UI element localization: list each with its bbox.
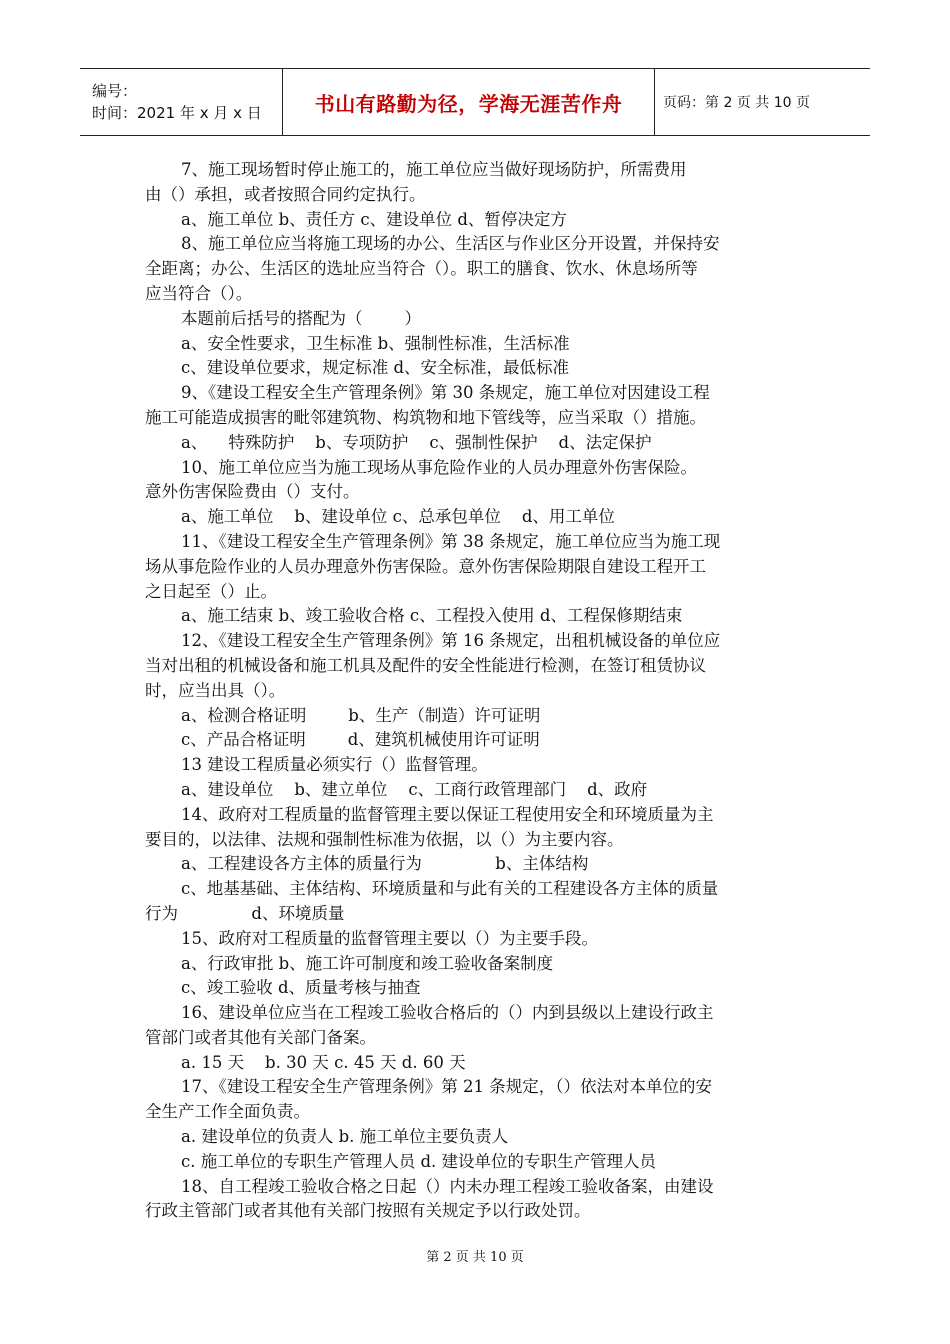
text-line: a. 建设单位的负责人 b. 施工单位主要负责人: [181, 1127, 509, 1147]
question-text: [145, 158, 815, 1224]
text-line: 场从事危险作业的人员办理意外伤害保险。意外伤害保险期限自建设工程开工: [145, 556, 706, 576]
page-header: [80, 68, 870, 136]
text-line: c、产品合格证明 d、建筑机械使用许可证明: [181, 730, 540, 750]
text-line: 由（）承担，或者按照合同约定执行。: [145, 184, 426, 204]
header-page-cell: [655, 69, 870, 135]
text-line: 全生产工作全面负责。: [145, 1102, 310, 1122]
page-info: 页码：第 2 页 共 10 页: [663, 95, 810, 111]
text-line: 管部门或者其他有关部门备案。: [145, 1027, 376, 1047]
code-label: 编号：: [92, 82, 138, 100]
text-line: 当对出租的机械设备和施工机具及配件的安全性能进行检测，在签订租赁协议: [145, 655, 706, 675]
text-line: 12、《建设工程安全生产管理条例》第 16 条规定，出租机械设备的单位应: [181, 631, 721, 651]
page-footer: 第 2 页 共 10 页: [426, 1250, 524, 1265]
text-line: 9、《建设工程安全生产管理条例》第 30 条规定，施工单位对因建设工程: [181, 383, 710, 403]
text-line: 13 建设工程质量必须实行（）监督管理。: [181, 755, 488, 775]
text-line: a、施工单位 b、责任方 c、建设单位 d、暂停决定方: [181, 209, 567, 229]
header-motto-cell: [283, 69, 655, 135]
text-line: c、竣工验收 d、质量考核与抽查: [181, 978, 421, 998]
text-line: a、工程建设各方主体的质量行为 b、主体结构: [181, 854, 589, 874]
text-line: 要目的，以法律、法规和强制性标准为依据，以（）为主要内容。: [145, 829, 624, 849]
text-line: 之日起至（）止。: [145, 581, 277, 601]
header-meta: [80, 69, 283, 135]
text-line: 时，应当出具（）。: [145, 680, 286, 700]
text-line: a、施工单位 b、建设单位 c、总承包单位 d、用工单位: [181, 507, 615, 527]
text-line: 本题前后括号的搭配为（ ）: [181, 308, 421, 328]
text-line: 16、建设单位应当在工程竣工验收合格后的（）内到县级以上建设行政主: [181, 1003, 714, 1023]
text-line: 行为 d、环境质量: [145, 903, 345, 923]
text-line: 15、政府对工程质量的监督管理主要以（）为主要手段。: [181, 928, 598, 948]
motto: 书山有路勤为径，学海无涯苦作舟: [314, 91, 623, 116]
text-line: 14、政府对工程质量的监督管理主要以保证工程使用安全和环境质量为主: [181, 804, 714, 824]
text-line: a、安全性要求，卫生标准 b、强制性标准，生活标准: [181, 333, 570, 353]
text-line: 11、《建设工程安全生产管理条例》第 38 条规定，施工单位应当为施工现: [181, 531, 721, 551]
text-line: a、检测合格证明 b、生产（制造）许可证明: [181, 705, 541, 725]
text-line: 8、施工单位应当将施工现场的办公、生活区与作业区分开设置，并保持安: [181, 234, 720, 254]
text-line: c. 施工单位的专职生产管理人员 d. 建设单位的专职生产管理人员: [181, 1151, 657, 1171]
text-line: a、建设单位 b、建立单位 c、工商行政管理部门 d、政府: [181, 779, 648, 799]
text-line: 17、《建设工程安全生产管理条例》第 21 条规定，（）依法对本单位的安: [181, 1077, 712, 1097]
text-line: 10、施工单位应当为施工现场从事危险作业的人员办理意外伤害保险。: [181, 457, 697, 477]
text-line: 施工可能造成损害的毗邻建筑物、构筑物和地下管线等，应当采取（）措施。: [145, 407, 706, 427]
text-line: 全距离；办公、生活区的选址应当符合（）。职工的膳食、饮水、休息场所等: [145, 259, 698, 279]
date-label: 时间：2021 年 x 月 x 日: [92, 104, 262, 122]
text-line: a、 特殊防护 b、专项防护 c、强制性保护 d、法定保护: [181, 432, 652, 452]
text-line: c、建设单位要求，规定标准 d、安全标准，最低标准: [181, 358, 570, 378]
text-line: 应当符合（）。: [145, 283, 253, 303]
text-line: 意外伤害保险费由（）支付。: [145, 482, 360, 502]
text-line: a、施工结束 b、竣工验收合格 c、工程投入使用 d、工程保修期结束: [181, 606, 683, 626]
text-line: 行政主管部门或者其他有关部门按照有关规定予以行政处罚。: [145, 1201, 591, 1221]
text-line: a、行政审批 b、施工许可制度和竣工验收备案制度: [181, 953, 554, 973]
text-line: 7、施工现场暂时停止施工的，施工单位应当做好现场防护，所需费用: [181, 160, 687, 179]
text-line: c、地基基础、主体结构、环境质量和与此有关的工程建设各方主体的质量: [181, 879, 719, 899]
text-line: a. 15 天 b. 30 天 c. 45 天 d. 60 天: [181, 1052, 466, 1072]
text-line: 18、自工程竣工验收合格之日起（）内未办理工程竣工验收备案，由建设: [181, 1176, 714, 1196]
